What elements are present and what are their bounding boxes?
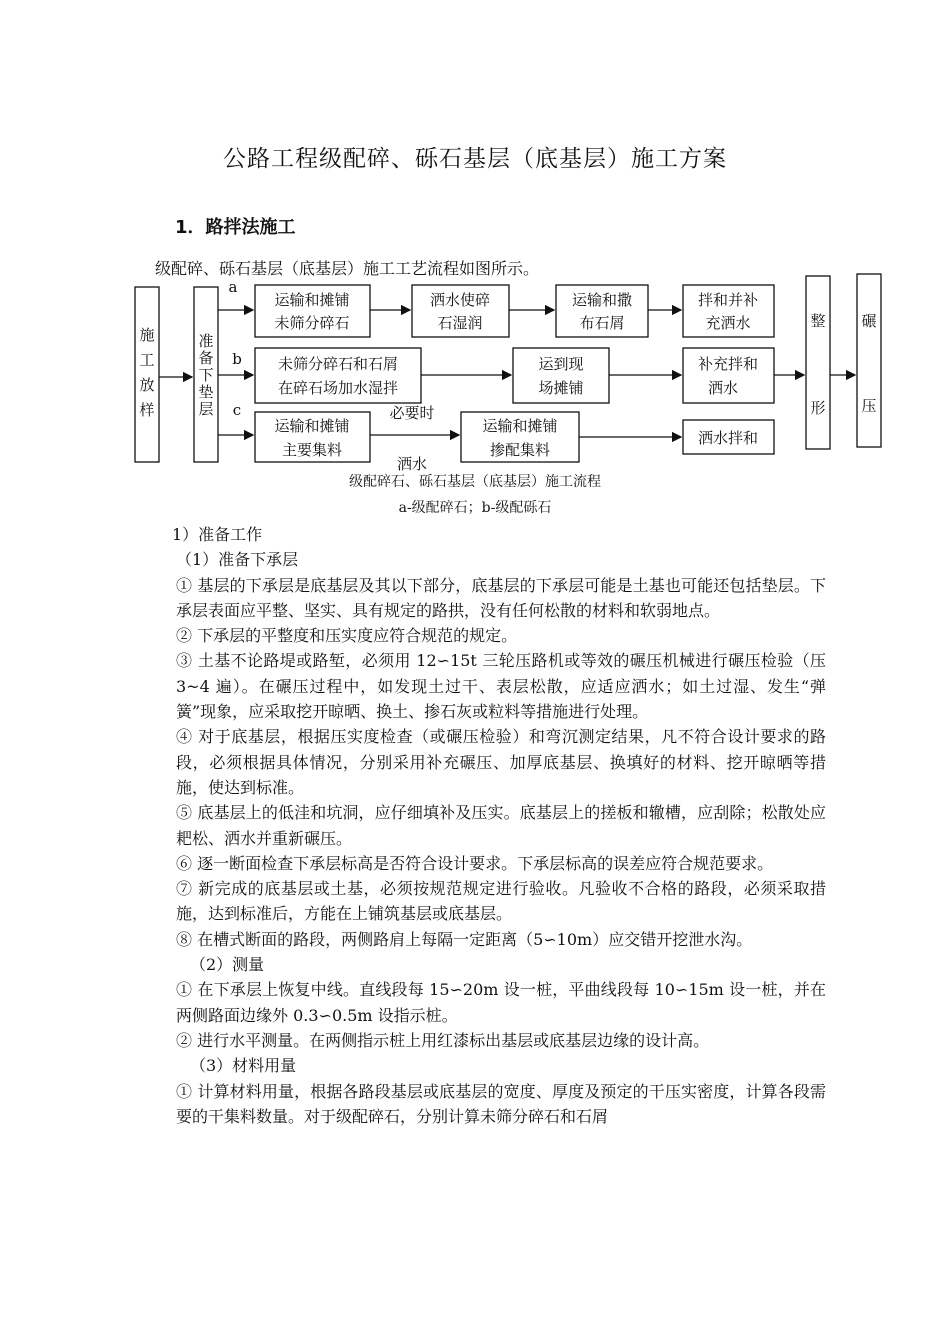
paragraph: ① 在下承层上恢复中线。直线段每 15∽20m 设一桩，平曲线段每 10∽15m 设一桩，并在两侧路面边缘外 0.3∽0.5m 设指示桩。: [176, 980, 826, 1025]
body-text: [136, 522, 826, 1129]
paragraph: ③ 土基不论路堤或路堑，必须用 12∽15t 三轮压路机或等效的碾压机械进行碾压检验（压 3~4 遍）。在碾压过程中，如发现土过干、表层松散，应适应洒水；如土过湿、发生“弹簧”现象，应采取挖开晾晒、换土、掺石灰或粒料等措施进行处理。: [176, 651, 826, 722]
start-box-char-4: 样: [139, 401, 155, 419]
start-box: [135, 287, 159, 462]
shape-box-char-2: 形: [810, 399, 826, 417]
figure-legend: a-级配碎石；b-级配砾石: [398, 500, 552, 516]
process-flow-diagram: [130, 272, 890, 472]
roll-box-char-2: 压: [861, 397, 877, 415]
row-b-step1-line1: 未筛分碎石和石屑: [277, 355, 399, 373]
row-b-step2-line1: 运到现: [538, 355, 584, 373]
row-b-step2-line2: 场摊铺: [538, 379, 584, 397]
start-box-char-3: 放: [139, 376, 155, 394]
row-a-step4-line1: 拌和并补: [697, 291, 759, 309]
row-c-note-bottom: 洒水: [396, 455, 428, 472]
paragraph: （3）材料用量: [190, 1056, 297, 1076]
row-b-step1-line2: 在碎石场加水湿拌: [277, 379, 399, 397]
figure-caption: 级配碎石、砾石基层（底基层）施工流程: [349, 474, 601, 490]
intro-text: 级配碎、砾石基层（底基层）施工工艺流程如图所示。: [155, 259, 540, 278]
paragraph: 1）准备工作: [172, 525, 263, 544]
row-a-step4-line2: 充洒水: [705, 314, 751, 332]
shape-box: [806, 276, 830, 449]
row-a-step2-line2: 石湿润: [437, 314, 483, 332]
paragraph: ⑧ 在槽式断面的路段，两侧路肩上每隔一定距离（5∽10m）应交错开挖泄水沟。: [176, 929, 753, 949]
paragraph: ④ 对于底基层，根据压实度检查（或碾压检验）和弯沉测定结果，凡不符合设计要求的路段，必须根据具体情况，分别采用补充碾压、加厚底基层、换填好的材料、挖开晾晒等措施，使达到标准。: [176, 727, 826, 797]
paragraph: ① 计算材料用量，根据各路段基层或底基层的宽度、厚度及预定的干压实密度，计算各段需要的干集料数量。对于级配碎石，分别计算未筛分碎石和石屑: [176, 1081, 826, 1126]
page-title: 公路工程级配碎、砾石基层（底基层）施工方案: [223, 146, 727, 172]
branch-label-a: a: [228, 278, 238, 296]
paragraph: ⑤ 底基层上的低洼和坑洞，应仔细填补及压实。底基层上的搓板和辙槽，应刮除；松散处应耙松、洒水并重新碾压。: [176, 803, 826, 848]
row-c-note-top: 必要时: [389, 404, 435, 422]
paragraph: （1）准备下承层: [176, 550, 299, 570]
branch-label-c: c: [232, 401, 242, 419]
section-heading: 1．路拌法施工: [175, 217, 296, 238]
start-box-char-1: 施: [139, 326, 155, 344]
prep-box-char-3: 下: [198, 366, 214, 384]
row-a-step1-line1: 运输和摊铺: [274, 291, 350, 309]
row-c-step1-line1: 运输和摊铺: [274, 417, 350, 435]
row-c-step2-line1: 运输和摊铺: [482, 417, 558, 435]
paragraph: ② 下承层的平整度和压实度应符合规范的规定。: [176, 626, 518, 646]
paragraph: ② 进行水平测量。在两侧指示桩上用红漆标出基层或底基层边缘的设计高。: [176, 1030, 710, 1050]
paragraph: ⑥ 逐一断面检查下承层标高是否符合设计要求。下承层标高的误差应符合规范要求。: [176, 853, 774, 873]
paragraph: （2）测量: [190, 955, 265, 975]
shape-box-char-1: 整: [810, 312, 826, 330]
paragraph: ① 基层的下承层是底基层及其以下部分，底基层的下承层可能是土基也可能还包括垫层。下承层表面应平整、坚实、具有规定的路拱，没有任何松散的材料和软弱地点。: [176, 575, 826, 620]
start-box-char-2: 工: [139, 351, 155, 369]
paragraph: ⑦ 新完成的底基层或土基，必须按规范规定进行验收。凡验收不合格的路段，必须采取措施，达到标准后，方能在上铺筑基层或底基层。: [176, 879, 826, 924]
row-c-step1-line2: 主要集料: [281, 441, 343, 459]
row-a-step3-line2: 布石屑: [579, 314, 625, 332]
row-a-step1-line2: 未筛分碎石: [274, 314, 350, 332]
prep-box-char-1: 准: [198, 332, 214, 350]
prep-box-char-4: 垫: [198, 383, 214, 401]
row-b-step3-line2: 洒水: [707, 379, 739, 397]
row-c-step3-line1: 洒水拌和: [697, 429, 759, 447]
roll-box: [857, 274, 881, 447]
row-a-step3-line1: 运输和撒: [571, 291, 633, 309]
row-c-step2-line2: 掺配集料: [489, 441, 551, 459]
roll-box-char-1: 碾: [861, 312, 877, 330]
row-b-step3-line1: 补充拌和: [697, 355, 759, 373]
prep-box-char-2: 备: [198, 349, 214, 367]
branch-label-b: b: [232, 350, 242, 368]
prep-box-char-5: 层: [198, 400, 214, 418]
row-a-step2-line1: 洒水使碎: [429, 291, 491, 309]
